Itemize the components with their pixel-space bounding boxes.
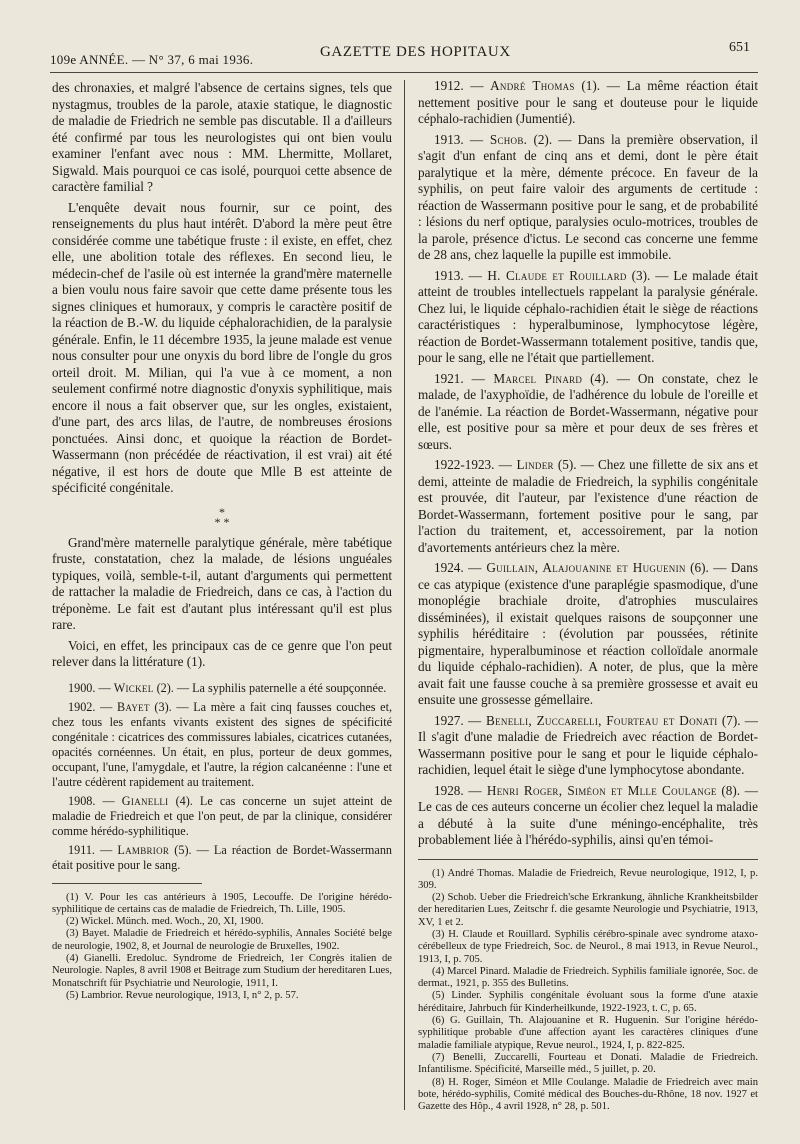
paragraph: Voici, en effet, les principaux cas de ce genre que l'on peut relever dans la littérature (1). (52, 637, 392, 669)
footnote: (2) Wickel. Münch. med. Woch., 20, XI, 1900. (66, 916, 264, 928)
literature-entry: 1913. — Schob. (2). — Dans la première observation, il s'agit d'un enfant de cinq ans et demi, dont le père était paralytique et la mère, démente précoce. En faveur de la syphilis, on peut faire valoir des arguments de certitude : réaction de Wassermann positive pour le sang, et de probabilité : lésions du nerf optique, paralysies oculo-motrices, troubles de la parole, présence d'ictus. Le second cas concerne une femme de 28 ans, chez laquelle la pupille est immobile. (418, 131, 758, 262)
paragraph: L'enquête devait nous fournir, sur ce point, des renseignements du plus haut intérêt. D'abord la mère peut être considérée comme une tabétique fruste : il existe, en effet, chez elle, une abolition totale des réflexes. En second lieu, le médecin-chef de l'asile où est internée la grand'mère maternelle a bien voulu nous faire savoir que cette dame présente tous les signes cliniques et humoraux, y compris le caractère positif de la réaction de B.-W. du liquide céphalorachidien, de la paralysie générale. Enfin, le 11 décembre 1935, la jeune malade est venue nous consulter pour une onyxis du bord libre de l'ongle du gros orteil droit. M. Milian, qui l'a vue à ce moment, a non seulement confirmé notre diagnostic d'onyxis syphilitique, mais encore il nous a fait observer que, sur les ongles, existaient, d'une part, des arcs lilas, de l'autre, de nombreuses érosions ponctuées. Ainsi donc, et quoique la réaction de Bordet-Wassermann (non précédée de réactivation, il est vrai) ait été négative, il est hors de doute que Mlle B est atteinte de spécificité congénitale. (52, 199, 392, 495)
footnote-rule (418, 859, 758, 860)
literature-entry: 1911. — Lambrior (5). — La réaction de Bordet-Wassermann était positive pour le sang. (52, 842, 393, 872)
footnote: (4) Marcel Pinard. Maladie de Friedreich. Syphilis familiale ignorée, Soc. de dermat., 1921, p. 355 des Bulletins. (418, 965, 758, 990)
footnote: (6) G. Guillain, Th. Alajouanine et R. Huguenin. Sur l'origine hérédo-syphilitique probable d'une affection ayant les caractères cliniques d'une maladie familiale atypique, Revue neurol., 1924, I, p. 822-825. (418, 1015, 758, 1051)
literature-entry: 1928. — Henri Roger, Siméon et Mlle Coulange (8). — Le cas de ces auteurs concerne un écolier chez lequel la maladie a débuté à la suite d'une méningo-encéphalite, très probablement liée à l'hérédo-syphilis, ainsi qu'en témoi- (418, 782, 758, 847)
literature-entry: 1913. — H. Claude et Rouillard (3). — Le malade était atteint de troubles intellectuels rappelant la paralysie générale. Chez lui, le liquide céphalo-rachidien était le siège de réactions caractéristiques : hyperalbuminose, lymphocytose légère, réaction de Bordet-Wassermann totalement positive, tandis que, pour le sang, elle ne l'était que partiellement. (418, 267, 758, 365)
footnotes (418, 868, 758, 1114)
footnote: (1) André Thomas. Maladie de Friedreich, Revue neurologique, 1912, I, p. 309. (418, 867, 758, 891)
paragraph: Grand'mère maternelle paralytique générale, mère tabétique fruste, constatation, chez la malade, de lésions unguéales typiques, voilà, semble-t-il, autant d'arguments qui permettent de rattacher la maladie de Friedreich, dans ce cas, à l'action du tréponème. Le fait est d'autant plus intéressant qu'il est plus rare. (52, 534, 392, 632)
issue-info: 109e ANNÉE. — N° 37, 6 mai 1936. (50, 52, 254, 67)
header-rule (50, 72, 758, 73)
literature-entry: 1900. — Wickel (2). — La syphilis paternelle a été soupçonnée. (68, 680, 387, 695)
footnote: (1) V. Pour les cas antérieurs à 1905, Lecouffe. De l'origine hérédo-syphilitique de certains cas de maladie de Friedreich, Th. Lille, 1905. (52, 891, 392, 915)
footnote: (7) Benelli, Zuccarelli, Fourteau et Donati. Maladie de Friedreich. Infantilisme. Spécificité, Marseille méd., 5 juillet, p. 20. (418, 1051, 758, 1076)
column-divider (404, 80, 405, 1110)
footnote: (8) H. Roger, Siméon et Mlle Coulange. Maladie de Friedreich avec main bote, hérédo-syphilis, Comité médical des Bouches-du-Rhône, 18 nov. 1927 et Gazette des Hôp., 4 avril 1928, n° 28, p. 501. (418, 1076, 758, 1113)
footnote: (2) Schob. Ueber die Friedreich'sche Erkrankung, ähnliche Krankheitsbilder der hereditarien Lues, Zeitschr f. die gesamte Neurologie und Psychiatrie, 1913, XV, 1 et 2. (418, 892, 758, 928)
literature-entry: 1902. — Bayet (3). — La mère a fait cinq fausses couches et, chez tous les enfants vivants existent des signes de spécificité congénitale : cicatrices des commissures labiales, cicatrices cutanées, opacités cornéennes. Un était, en plus, porteur de deux gommes, occupant, l'une, l'amygdale, et l'autre, la région calcanéenne : l'une et l'autre cédèrent rapidement au traitement. (52, 699, 392, 789)
footnote: (3) H. Claude et Rouillard. Syphilis cérébro-spinale avec syndrome ataxo-cérébelleux de type Friedreich, Soc. de Neurol., 8 mai 1913, in Revue Neurol., 1913, I, p. 705. (418, 928, 758, 965)
footnote: (5) Lambrior. Revue neurologique, 1913, I, n° 2, p. 57. (66, 989, 299, 1001)
journal-title: GAZETTE DES HOPITAUX (320, 44, 511, 60)
literature-entry: 1922-1923. — Linder (5). — Chez une fillette de six ans et demi, atteinte de maladie de Friedreich, la syphilis congénitale est prouvée, dit l'auteur, par l'existence d'une réaction de Bordet-Wassermann, fortement positive pour le sang, par l'action du traitement, et, accessoirement, par la notion d'avortements antérieurs chez la mère. (418, 457, 759, 555)
literature-entry: 1924. — Guillain, Alajouanine et Huguenin (6). — Dans ce cas atypique (existence d'une paraplégie spasmodique, d'une monoplégie brachiale droite, d'atrophies musculaires disséminées), il existait quelques raisons de soupçonner une syphilis héréditaire : (évolution par poussées, rétinite pigmentaire, hyperalbuminose et réaction colloïdale anormale du liquide céphalo-rachidien). A noter, de plus, que la mère avait fait une fausse couche à sa première grossesse et avait eu ensuite une grossesse gémellaire. (418, 560, 759, 707)
footnote: (5) Linder. Syphilis congénitale évoluant sous la forme d'une ataxie héréditaire, Jahrbuch für Kinderheilkunde, 1922-1923, t. C, p. 65. (418, 990, 758, 1014)
right-column (418, 78, 758, 1113)
asterism: * * * (214, 504, 230, 529)
footnotes (52, 892, 392, 1003)
footnote: (4) Gianelli. Eredoluc. Syndrome de Friedreich, 1er Congrès italien de Neurologie. Naples, 8 avril 1908 et Beitrage zum Studium der hereditaren Lues, Monatschrift für Psychiatrie und Neurologie, 1911, I. (52, 952, 392, 989)
footnote-rule (52, 883, 202, 884)
page-header (50, 40, 760, 68)
literature-entry: 1927. — Benelli, Zuccarelli, Fourteau et Donati (7). — Il s'agit d'une maladie de Friedreich avec réaction de Bordet-Wassermann positive pour le sang et pour le liquide céphalo-rachidien, lequel était le siège d'une lymphocytose abondante. (418, 712, 758, 777)
literature-entry: 1912. — André Thomas (1). — La même réaction était nettement positive pour le sang et douteuse pour le liquide céphalo-rachidien (Jumentié). (418, 78, 758, 126)
paragraph: des chronaxies, et malgré l'absence de certains signes, tels que nystagmus, troubles de la parole, ataxie statique, le diagnostic de maladie de Friedrich ne semble pas discutable. Il a d'ailleurs été confirmé par tous les neurologistes qui ont bien voulu examiner l'enfant avec nous : MM. Lhermitte, Mollaret, Sigwald. Mais pourquoi ce cas isolé, pourquoi cette absence de caractère familial ? (52, 80, 392, 194)
left-column (52, 80, 392, 1002)
literature-entry: 1908. — Gianelli (4). Le cas concerne un sujet atteint de maladie de Friedreich et que l'on peut, de par la clinique, considérer comme hérédo-syphilitique. (52, 793, 393, 838)
footnote: (3) Bayet. Maladie de Friedreich et hérédo-syphilis, Annales Société belge de neurologie, 1902, 8, et Journal de neurologie de Bruxelles, 1902. (52, 928, 392, 952)
literature-entry: 1921. — Marcel Pinard (4). — On constate, chez le malade, de l'axyphoïdie, de l'adhérence du lobule de l'oreille et de l'anémie. La réaction de Bordet-Wassermann, négative pour elle, est positive pour sa mère et pour deux de ses frères et sœurs. (418, 370, 759, 452)
page-number: 651 (729, 40, 750, 55)
